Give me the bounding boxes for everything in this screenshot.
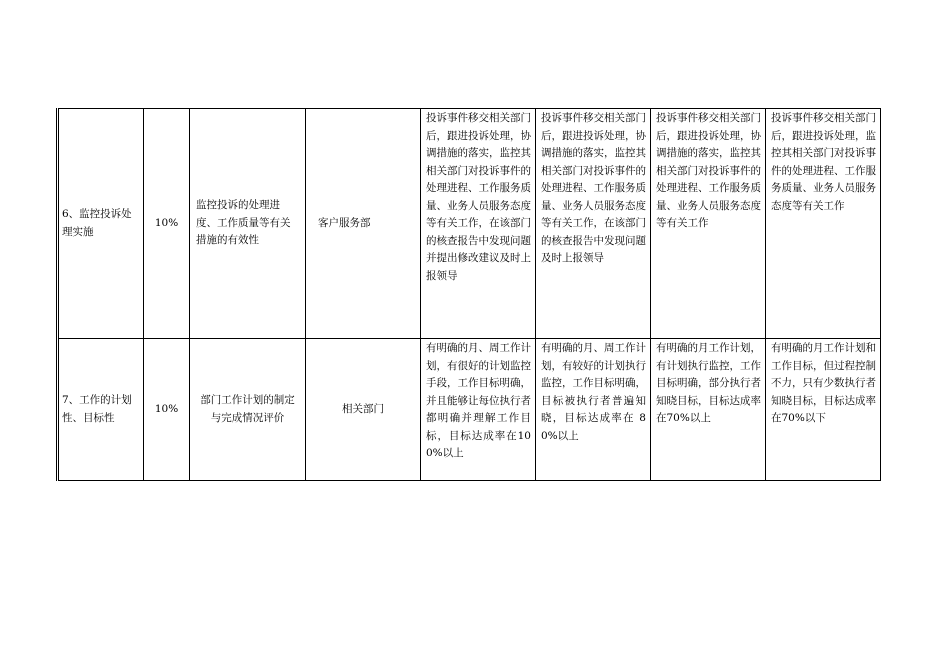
- assessment-basis-cell: 监控投诉的处理进度、工作质量等有关措施的有效性: [190, 109, 306, 339]
- standard-level-1-cell: 投诉事件移交相关部门后，跟进投诉处理，协调措施的落实，监控其相关部门对投诉事件的处理进程、工作服务质量、业务人员服务态度等有关工作，在该部门的核查报告中发现问题并提出修改建议及时上报领导: [421, 109, 536, 339]
- weight-cell: 10%: [144, 339, 190, 481]
- kpi-assessment-table: [56, 108, 881, 481]
- assessment-item-cell: 6、监控投诉处理实施: [58, 109, 144, 339]
- evaluating-dept-cell: 相关部门: [306, 339, 421, 481]
- standard-level-4-cell: 有明确的月工作计划和工作目标，但过程控制不力，只有少数执行者知晓目标，目标达成率在70%以下: [766, 339, 881, 481]
- standard-level-1-cell: 有明确的月、周工作计划，有很好的计划监控手段，工作目标明确，并且能够让每位执行者都明确并理解工作目标，目标达成率在100%以上: [421, 339, 536, 481]
- standard-level-3-cell: 有明确的月工作计划，有计划执行监控，工作目标明确，部分执行者知晓目标，目标达成率在70%以上: [651, 339, 766, 481]
- weight-cell: 10%: [144, 109, 190, 339]
- standard-level-2-cell: 投诉事件移交相关部门后，跟进投诉处理，协调措施的落实，监控其相关部门对投诉事件的处理进程、工作服务质量、业务人员服务态度等有关工作，在该部门的核查报告中发现问题及时上报领导: [536, 109, 651, 339]
- table-row: [58, 109, 881, 339]
- standard-level-4-cell: 投诉事件移交相关部门后，跟进投诉处理，监控其相关部门对投诉事件的处理进程、工作服务质量、业务人员服务态度等有关工作: [766, 109, 881, 339]
- assessment-basis-cell: 部门工作计划的制定与完成情况评价: [190, 339, 306, 481]
- assessment-item-cell: 7、工作的计划性、目标性: [58, 339, 144, 481]
- standard-level-2-cell: 有明确的月、周工作计划，有较好的计划执行监控，工作目标明确，目标被执行者普遍知晓，目标达成率在 80%以上: [536, 339, 651, 481]
- standard-level-3-cell: 投诉事件移交相关部门后，跟进投诉处理，协调措施的落实，监控其相关部门对投诉事件的处理进程、工作服务质量、业务人员服务态度等有关工作: [651, 109, 766, 339]
- table-row: [58, 339, 881, 481]
- evaluating-dept-cell: 客户服务部: [306, 109, 421, 339]
